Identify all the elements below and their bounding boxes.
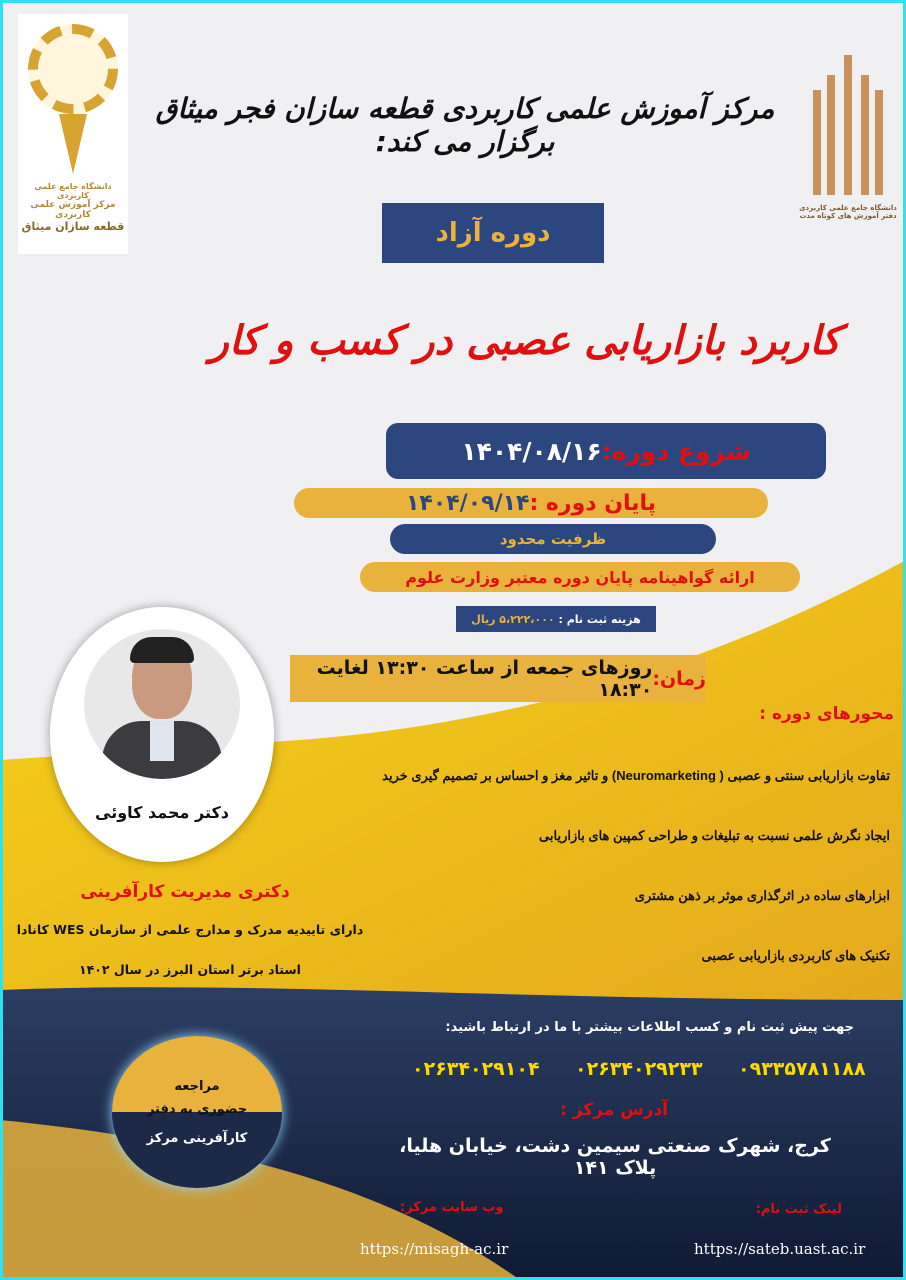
- topic-item: تفاوت بازاریابی سنتی و عصبی ( Neuromarketing) و تاثیر مغز و احساس بر تصمیم گیری خرید: [382, 768, 890, 783]
- visit-line1: مراجعه: [174, 1078, 220, 1094]
- logo-right: [796, 50, 900, 240]
- contact-intro: جهت پیش ثبت نام و کسب اطلاعات بیشتر با ما در ارتباط باشید:: [445, 1020, 854, 1035]
- time-value: روزهای جمعه از ساعت ۱۳:۳۰ لغایت ۱۸:۳۰: [316, 656, 653, 701]
- logo-right-line1: دانشگاه جامع علمی کاربردی: [799, 204, 897, 212]
- topic-item: ابزارهای ساده در اثرگذاری موثر بر ذهن مشتری: [634, 888, 890, 903]
- organizer-heading: مرکز آموزش علمی کاربردی قطعه سازان فجر میثاق برگزار می کند:: [155, 92, 775, 158]
- time-box: [290, 655, 706, 702]
- start-date-label: شروع دوره:: [601, 436, 751, 466]
- logo-left-line1: دانشگاه جامع علمی کاربردی: [34, 182, 112, 200]
- website-link[interactable]: https://misagh-ac.ir: [360, 1240, 509, 1258]
- end-date-value: ۱۴۰۴/۰۹/۱۴: [405, 490, 530, 516]
- course-type-badge: دوره آزاد: [382, 203, 604, 263]
- register-label: لینک ثبت نام:: [755, 1202, 842, 1217]
- register-link[interactable]: https://sateb.uast.ac.ir: [694, 1240, 866, 1258]
- fee-value: ۵،۲۲۲،۰۰۰ ریال: [471, 612, 555, 626]
- website-label: وب سایت مرکز:: [400, 1200, 504, 1215]
- visit-line2: حضوری به دفتر: [146, 1101, 248, 1117]
- instructor-degree: دکتری مدیریت کارآفرینی: [80, 882, 290, 902]
- address-text: کرج، شهرک صنعتی سیمین دشت، خیابان هلیا، پلاک ۱۴۱: [399, 1135, 831, 1179]
- certificate-badge: ارائه گواهینامه پایان دوره معتبر وزارت علوم: [360, 562, 800, 592]
- logo-left: [18, 14, 128, 254]
- instructor-photo: [84, 629, 240, 779]
- phone-mobile[interactable]: ۰۹۳۳۵۷۸۱۱۸۸: [738, 1058, 866, 1080]
- fee-box: [456, 606, 656, 632]
- end-date-box: [294, 488, 768, 518]
- end-date-label: پایان دوره :: [529, 490, 657, 516]
- topic-item: ایجاد نگرش علمی نسبت به تبلیغات و طراحی کمپین های بازاریابی: [539, 828, 890, 843]
- topic-item: تکنیک های کاربردی بازاریابی عصبی: [701, 948, 890, 963]
- phone-office-1[interactable]: ۰۲۶۳۴۰۲۹۲۳۳: [575, 1058, 703, 1080]
- instructor-frame: [50, 607, 274, 862]
- topics-heading: محورهای دوره :: [759, 704, 894, 724]
- logo-left-line2: مرکز آموزش علمی کاربردی: [30, 200, 116, 220]
- logo-right-line2: دفتر آموزش های کوتاه مدت: [799, 212, 897, 220]
- fee-label: هزینه ثبت نام :: [558, 612, 641, 626]
- visit-line3: کارآفرینی مرکز: [146, 1130, 248, 1146]
- time-label: زمان:: [652, 667, 706, 690]
- start-date-box: [386, 423, 826, 479]
- university-logo-icon: [803, 50, 893, 200]
- capacity-badge: ظرفیت محدود: [390, 524, 716, 554]
- pen-nib-icon: [59, 114, 87, 174]
- address-label: آدرس مرکز :: [560, 1100, 668, 1120]
- logo-left-line3: قطعه سازان میثاق: [21, 220, 125, 233]
- visit-office-badge: [112, 1036, 282, 1188]
- phone-office-2[interactable]: ۰۲۶۳۴۰۲۹۱۰۴: [412, 1058, 540, 1080]
- start-date-value: ۱۴۰۴/۰۸/۱۶: [461, 436, 602, 466]
- instructor-credential: دارای تاییدیه مدرک و مدارج علمی از سازمان WES کانادا: [16, 922, 364, 937]
- gear-logo-icon: [28, 24, 118, 114]
- instructor-award: استاد برتر استان البرز در سال ۱۴۰۲: [79, 962, 301, 977]
- instructor-name: دکتر محمد کاوئی: [95, 803, 229, 822]
- course-title: کاربرد بازاریابی عصبی در کسب و کار: [209, 318, 841, 364]
